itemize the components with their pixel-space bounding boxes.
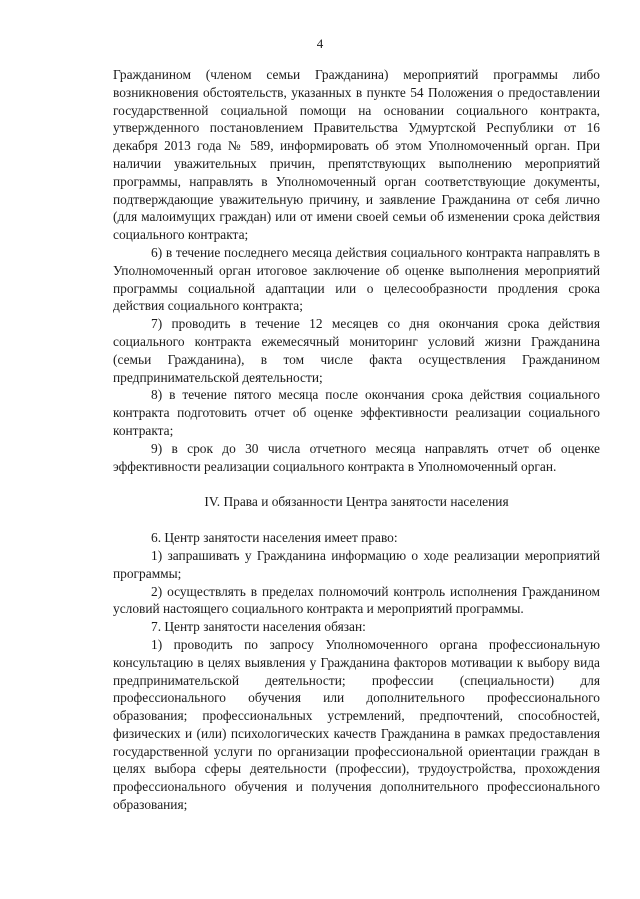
list-item-9: 9) в срок до 30 числа отчетного месяца направлять отчет об оценке эффективности реализации социального контракта в Уполномоченный орган. [113,440,600,474]
list-item-7: 7) проводить в течение 12 месяцев со дня окончания срока действия социального контракта ежемесячный мониторинг условий жизни Гражданина (семьи Гражданина), в том числе факта осуществления Гражданином предпринимательской деятельности; [113,316,600,385]
clause-7-item-1: 1) проводить по запросу Уполномоченного органа профессиональную консультацию в целях выявления у Гражданина факторов мотивации к выбору вида предпринимательской деятельности; профессии (специальности) для профессионального обучения или дополнительного профессионального образования; профессиональных устремлений, предпочтений, способностей, физических и (или) психологических качеств Гражданина в рамках предоставления государственной услуги по организации профессиональной ориентации граждан в целях выбора сферы деятельности (профессии), трудоустройства, прохождения профессионального обучения и получения дополнительного профессионального образования; [113,636,600,813]
clause-6-item-2: 2) осуществлять в пределах полномочий контроль исполнения Гражданином условий настоящего социального контракта и мероприятий программы. [113,583,600,617]
section-heading: IV. Права и обязанности Центра занятости населения [204,494,509,510]
list-item-8: 8) в течение пятого месяца после окончания срока действия социального контракта подготовить отчет об оценке эффективности реализации социального контракта; [113,387,600,438]
paragraph-continuation: Гражданином (членом семьи Гражданина) мероприятий программы либо возникновения обстоятельств, указанных в пункте 54 Положения о предоставлении государственной социальной помощи на основании социального контракта, утвержденного постановлением Правительства Удмуртской Республики от 16 декабря 2013 года № 589, информировать об этом Уполномоченный орган. При наличии уважительных причин, препятствующих выполнению мероприятий программы, направлять в Уполномоченный орган соответствующие документы, подтверждающие уважительную причину, и заявление Гражданина от себя лично (для малоимущих граждан) или от имени своей семьи об изменении срока действия социального контракта; [113,67,600,243]
page-number: 4 [316,36,324,51]
clause-6-title: 6. Центр занятости населения имеет право: [151,530,398,546]
clause-6-item-1: 1) запрашивать у Гражданина информацию о ходе реализации мероприятий программы; [113,547,600,581]
clause-7-title: 7. Центр занятости населения обязан: [151,619,366,635]
document-body [113,66,600,814]
list-item-6: 6) в течение последнего месяца действия социального контракта направлять в Уполномоченный орган итоговое заключение об оценке выполнения мероприятий программы социальной адаптации или о целесообразности продления срока действия социального контракта; [113,244,600,314]
